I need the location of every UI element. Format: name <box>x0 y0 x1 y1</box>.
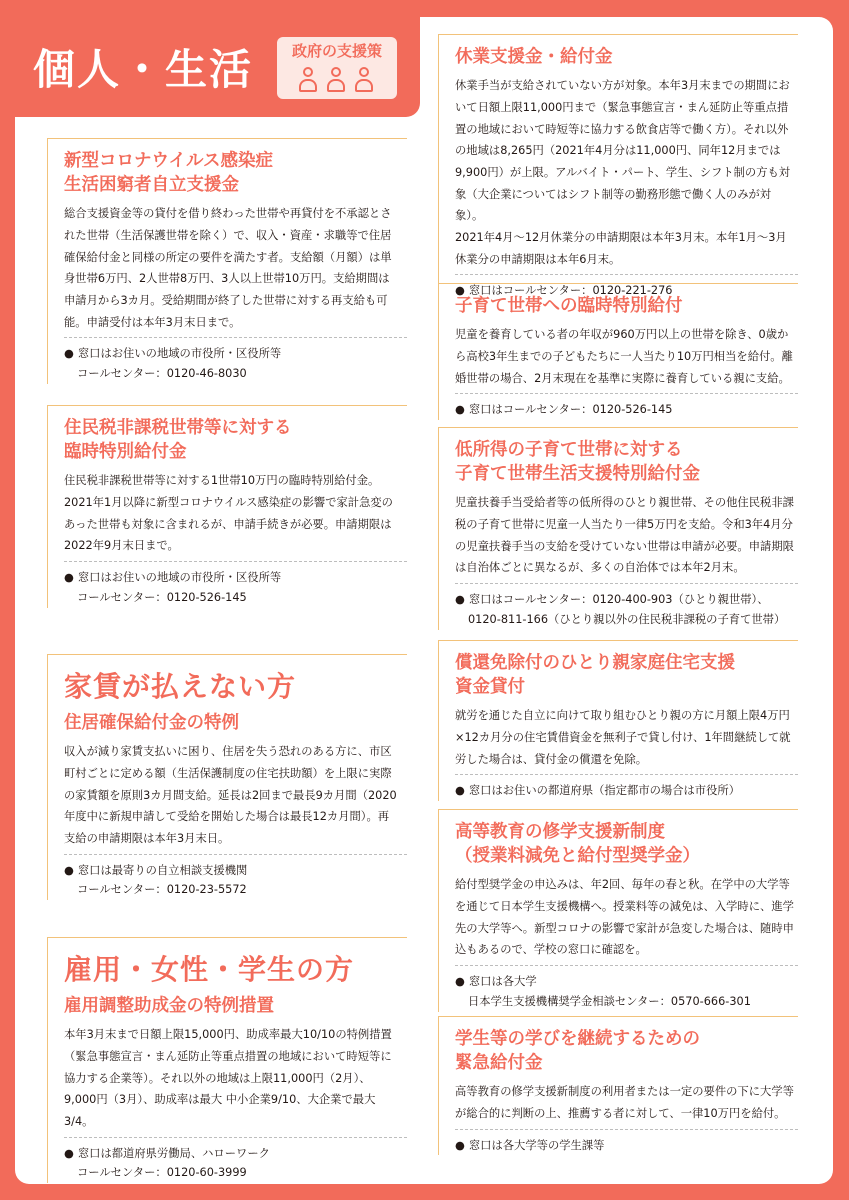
item-title: 低所得の子育て世帯に対する 子育て世帯生活支援特別給付金 <box>455 440 700 485</box>
contact-info: ● 窓口はお住いの地域の市役所・区役所等 コールセンター：0120-46-8030 <box>64 347 282 381</box>
item-body: 休業手当が支給されていない方が対象。本年3月末までの期間において日額上限11,000円まで（緊急事態宣言・まん延防止等重点措置の地域において時短等に協力する飲食店等で働く方）。それ以外の地域は8,265円（2021年4月分は11,000円、同年12月までは9,900円）が上限。アルバイト・パート、学生、シフト制の方も対象（大企業についてはシフト制等の勤務形態で働く人のみが対象）。 <box>455 79 791 223</box>
item-title: 学生等の学びを継続するための 緊急給付金 <box>455 1029 700 1074</box>
section-title: 家賃が払えない方 <box>64 670 297 703</box>
employment-section <box>47 937 407 1183</box>
divider <box>455 583 798 584</box>
contact-info: ● 窓口はコールセンター：0120-221-276 <box>455 284 673 298</box>
item-title: 雇用調整助成金の特例措置 <box>64 996 274 1016</box>
divider <box>64 1137 407 1138</box>
item-title: 償還免除付のひとり親家庭住宅支援 資金貸付 <box>455 653 735 698</box>
item-body: 収入が減り家賃支払いに困り、住居を失う恐れのある方に、市区町村ごとに定める額（生活保護制度の住宅扶助額）を上限に実際の家賃額を原則3カ月間支給。延長は2回まで最長9カ月間（2020年度中に新規申請して受給を開始した場合は最長12カ月間）。再支給の申請期限は本年3月末日。 <box>64 745 397 845</box>
people-icon <box>297 67 377 93</box>
right-item-4 <box>438 640 798 801</box>
item-body: 給付型奨学金の申込みは、年2回、毎年の春と秋。在学中の大学等を通じて日本学生支援機構へ。授業料等の減免は、入学時に、進学先の大学等へ。新型コロナの影響で家計が急変した場合は、随時申込もあるので、学校の窓口に確認を。 <box>455 878 794 957</box>
divider <box>455 274 798 275</box>
contact-info: ● 窓口は都道府県労働局、ハローワーク コールセンター：0120-60-3999 <box>64 1146 270 1180</box>
item-title: 住居確保給付金の特例 <box>64 713 239 733</box>
item-body-deadline: 2021年4月～12月休業分の申請期限は本年3月末。本年1月～3月休業分の申請期限は本年6月末。 <box>455 230 787 266</box>
header-banner <box>15 17 420 117</box>
contact-info: ● 窓口はお住いの地域の市役所・区役所等 コールセンター：0120-526-145 <box>64 571 282 604</box>
item-body: 児童扶養手当受給者等の低所得のひとり親世帯、その他住民税非課税の子育て世帯に児童一人当たり一律5万円を支給。令和3年4月分の児童扶養手当の支給を受けていない世帯は申請が必要。申請期限は自治体ごとに異なるが、多くの自治体では本年2月末。 <box>455 496 794 575</box>
divider <box>455 1129 798 1130</box>
item-body: 総合支援資金等の貸付を借り終わった世帯や再貸付を不承認とされた世帯（生活保護世帯を除く）で、収入・資産・求職等で住居確保給付金と同様の所定の要件を満たす者。支給額（月額）は単身世帯6万円、2人世帯8万円、3人以上世帯10万円。支給期間は申請月から3カ月。受給期間が終了した世帯に対する再支給も可能。申請受付は本年3月末日まで。 <box>64 207 392 329</box>
divider <box>64 337 407 338</box>
divider <box>455 774 798 775</box>
item-body: 就労を通じた自立に向けて取り組むひとり親の方に月額上限4万円×12カ月分の住宅賃借資金を無利子で貸し付け、1年間継続して就労した場合は、貸付金の償還を免除。 <box>455 709 791 766</box>
page-title: 個人・生活 <box>33 45 254 94</box>
contact-info: ● 窓口は各大学等の学生課等 <box>455 1138 605 1152</box>
right-item-2 <box>438 283 798 420</box>
item-title: 住民税非課税世帯等に対する 臨時特別給付金 <box>64 418 292 463</box>
divider <box>455 393 798 394</box>
left-item-2 <box>47 405 407 608</box>
contact-info: ● 窓口はお住いの都道府県（指定都市の場合は市役所） <box>455 784 740 798</box>
item-title: 高等教育の修学支援新制度 （授業料減免と給付型奨学金） <box>455 822 700 867</box>
item-body: 住民税非課税世帯等に対する1世帯10万円の臨時特別給付金。2021年1月以降に新型コロナウイルス感染症の影響で家計急変のあった世帯も対象に含まれるが、申請手続きが必要。申請期限は2022年9月末日まで。 <box>64 474 393 553</box>
item-body: 本年3月末まで日額上限15,000円、助成率最大10/10の特例措置（緊急事態宣言・まん延防止等重点措置の地域において時短等に協力する企業等）。それ以外の地域は上限11,000円（2月）、9,000円（3月）、助成率は最大 中小企業9/10、大企業で最大3/4。 <box>64 1028 392 1128</box>
right-item-5 <box>438 809 798 1012</box>
right-item-1 <box>438 34 798 301</box>
contact-info: ● 窓口は各大学 日本学生支援機構奨学金相談センター：0570-666-301 <box>455 975 751 1008</box>
rent-section <box>47 654 407 900</box>
policy-badge <box>277 37 397 99</box>
badge-label: 政府の支援策 <box>291 42 382 60</box>
section-title: 雇用・女性・学生の方 <box>64 953 355 986</box>
left-item-1 <box>47 138 407 384</box>
contact-info: ● 窓口はコールセンター：0120-526-145 <box>455 403 673 417</box>
item-body: 児童を養育している者の年収が960万円以上の世帯を除き、0歳から高校3年生までの子どもたちに一人当たり10万円相当を給付。離婚世帯の場合、2月末現在を基準に実際に養育している親に支給。 <box>455 328 793 385</box>
divider <box>64 561 407 562</box>
right-item-3 <box>438 427 798 630</box>
divider <box>64 854 407 855</box>
item-body: 高等教育の修学支援新制度の利用者または一定の要件の下に大学等が総合的に判断の上、推薦する者に対して、一律10万円を給付。 <box>455 1085 794 1120</box>
item-title: 子育て世帯への臨時特別給付 <box>455 296 683 316</box>
item-title: 休業支援金・給付金 <box>455 47 613 67</box>
contact-info: ● 窓口は最寄りの自立相談支援機関 コールセンター：0120-23-5572 <box>64 863 248 897</box>
divider <box>455 965 798 966</box>
right-item-6 <box>438 1016 798 1155</box>
item-title: 新型コロナウイルス感染症 生活困窮者自立支援金 <box>64 151 273 196</box>
contact-info: ● 窓口はコールセンター：0120-400-903（ひとり親世帯）、 0120-811-166（ひとり親以外の住民税非課税の子育て世帯） <box>455 593 786 626</box>
